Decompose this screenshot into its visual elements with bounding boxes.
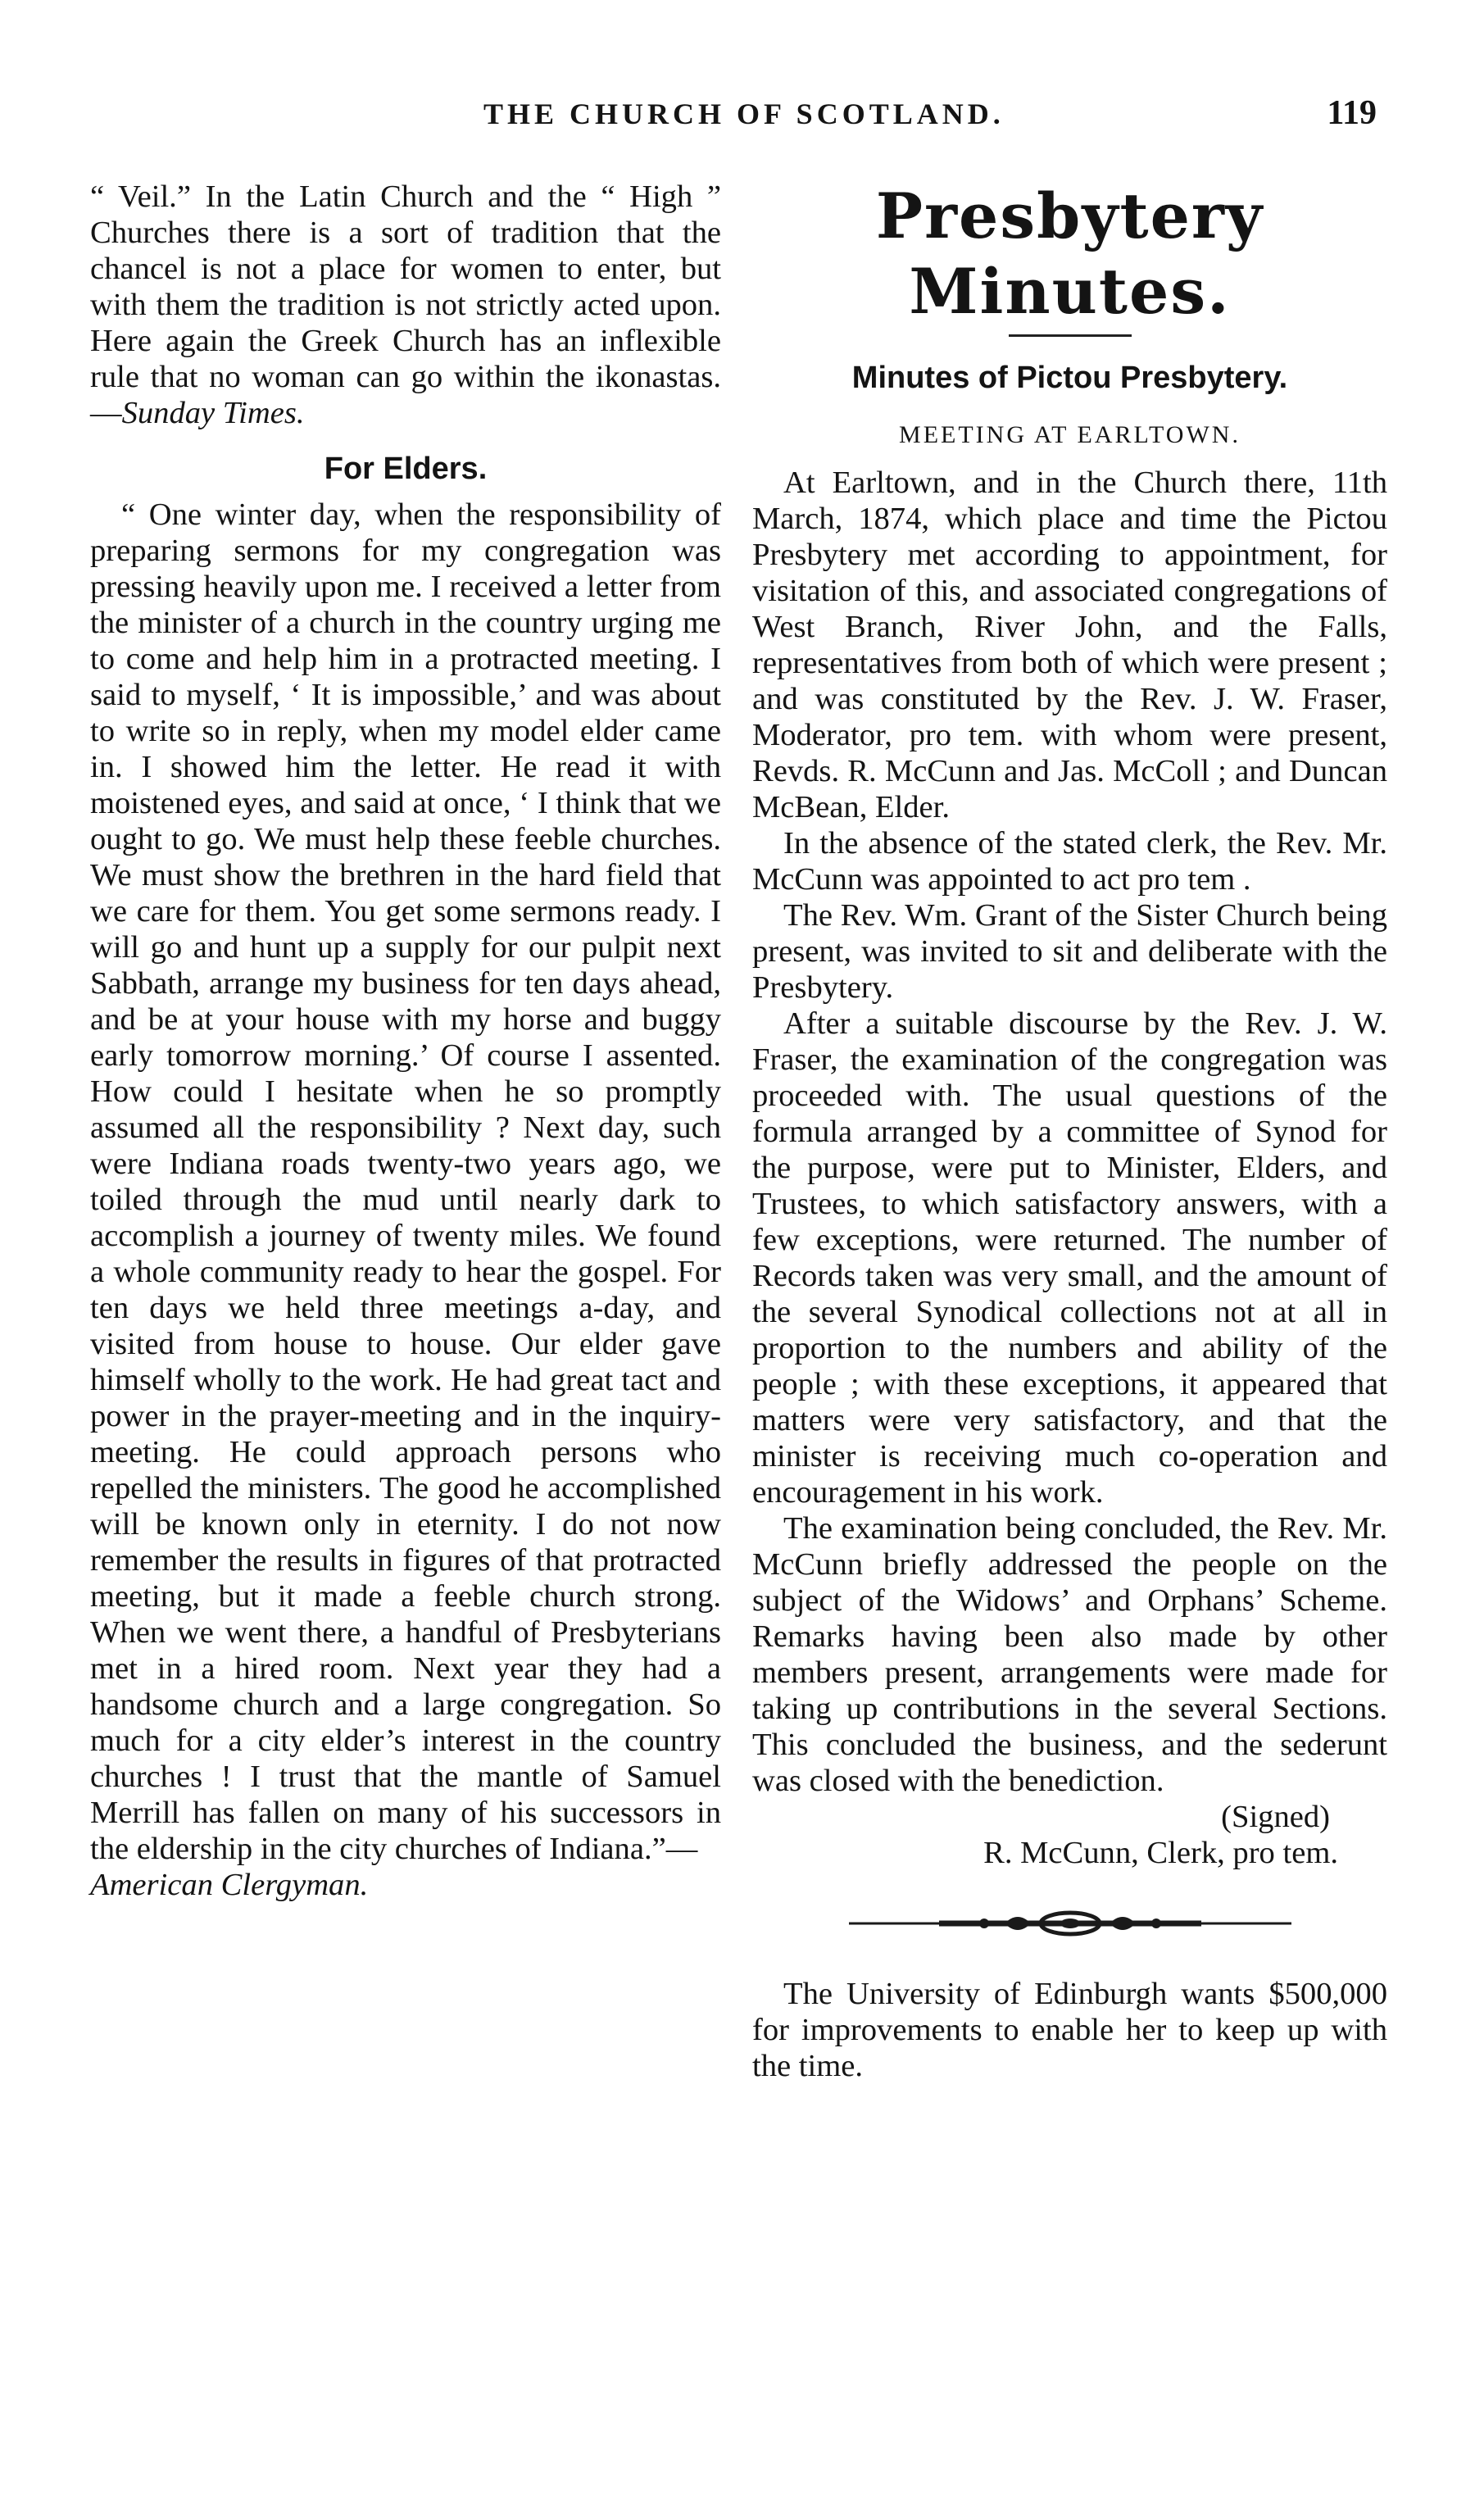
- university-notice: The University of Edinburgh wants $500,000 for improvements to enable her to keep up with the time.: [752, 1977, 1387, 2083]
- clerk-signature: R. McCunn, Clerk, pro tem.: [983, 1836, 1338, 1870]
- elders-heading: For Elders.: [324, 452, 488, 486]
- elders-source: American Clergyman.: [90, 1868, 369, 1902]
- decorative-rule-ornament: [841, 1907, 1300, 1940]
- section-title: Presbytery Minutes.: [875, 179, 1264, 328]
- intro-source: Sunday Times.: [121, 396, 305, 430]
- minutes-paragraph: The examination being concluded, the Rev. Mr. McCunn briefly addressed the people on the subject of the Widows’ and Orphans’ Scheme. Remarks having been also made by other members present, arrangements were made for taking up contributions in the several Sections. This concluded the business, and the sederunt was closed with the benediction.: [752, 1511, 1387, 1798]
- minutes-paragraph: After a suitable discourse by the Rev. J. W. Fraser, the examination of the congregation was proceeded with. The usual questions of the formula arranged by a committee of Synod for the purpose, were put to Minister, Elders, and Trustees, to which satisfactory answers, with a few exceptions, were returned. The number of Records taken was very small, and the amount of the several Synodical collections not at all in proportion to the numbers and ability of the people ; with these exceptions, it appeared that matters were very satisfactory, and that the minister is receiving much co-operation and encouragement in his work.: [752, 1006, 1387, 1510]
- intro-text: “ Veil.” In the Latin Church and the “ High ” Churches there is a sort of tradition that the chancel is not a place for women to enter, but with them the tradition is not strictly acted upon. Here again the Greek Church has an inflexible rule that no woman can go within the ikonastas.—: [90, 179, 721, 430]
- page-number: 119: [1327, 94, 1377, 132]
- title-rule: [1009, 334, 1132, 337]
- signed-label: (Signed): [1221, 1800, 1330, 1834]
- minutes-heading: Minutes of Pictou Presbytery.: [851, 361, 1288, 395]
- minutes-paragraph: The Rev. Wm. Grant of the Sister Church being present, was invited to sit and deliberate with the Presbytery.: [752, 898, 1387, 1005]
- meeting-heading: MEETING AT EARLTOWN.: [899, 421, 1241, 448]
- elders-article: [90, 497, 721, 1903]
- minutes-paragraph: In the absence of the stated clerk, the Rev. Mr. McCunn was appointed to act pro tem .: [752, 826, 1387, 897]
- right-column: [752, 179, 1387, 2084]
- minutes-paragraph: At Earltown, and in the Church there, 11th March, 1874, which place and time the Pictou Presbytery met according to appointment, for visitation of this, and associated congregations of West Branch, River John, and the Falls, representatives from both of which were present ; and was constituted by the Rev. J. W. Fraser, Moderator, pro tem. with whom were present, Revds. R. McCunn and Jas. McColl ; and Duncan McBean, Elder.: [752, 465, 1387, 824]
- elders-text: “ One winter day, when the responsibility of preparing sermons for my congregation was pressing heavily upon me. I received a letter from the minister of a church in the country urging me to come and help him in a protracted meeting. I said to myself, ‘ It is impossible,’ and was about to write so in reply, when my model elder came in. I showed him the letter. He read it with moistened eyes, and said at once, ‘ I think that we ought to go. We must help these feeble churches. We must show the brethren in the hard field that we care for them. You get some sermons ready. I will go and hunt up a supply for our pulpit next Sabbath, arrange my business for ten days ahead, and be at your house with my horse and buggy early tomorrow morning.’ Of course I assented. How could I hesitate when he so promptly assumed all the responsibility ? Next day, such were Indiana roads twenty-two years ago, we toiled through the mud until nearly dark to accomplish a journey of twenty miles. We found a whole community ready to hear the gospel. For ten days we held three meetings a-day, and visited from house to house. Our elder gave himself wholly to the work. He had great tact and power in the prayer-meeting and in the inquiry-meeting. He could approach persons who repelled the ministers. The good he accomplished will be known only in eternity. I do not now remember the results in figures of that protracted meeting, but it made a feeble church strong. When we went there, a handful of Presbyterians met in a hired room. Next year they had a handsome church and a large congregation. So much for a city elder’s interest in the country churches ! I trust that the mantle of Samuel Merrill has fallen on many of his successors in the eldership in the city churches of Indiana.”—: [90, 497, 721, 1866]
- intro-paragraph: [90, 179, 721, 431]
- running-head: [82, 94, 1409, 138]
- running-title: THE CHURCH OF SCOTLAND.: [483, 98, 1005, 130]
- left-column: [90, 179, 721, 1903]
